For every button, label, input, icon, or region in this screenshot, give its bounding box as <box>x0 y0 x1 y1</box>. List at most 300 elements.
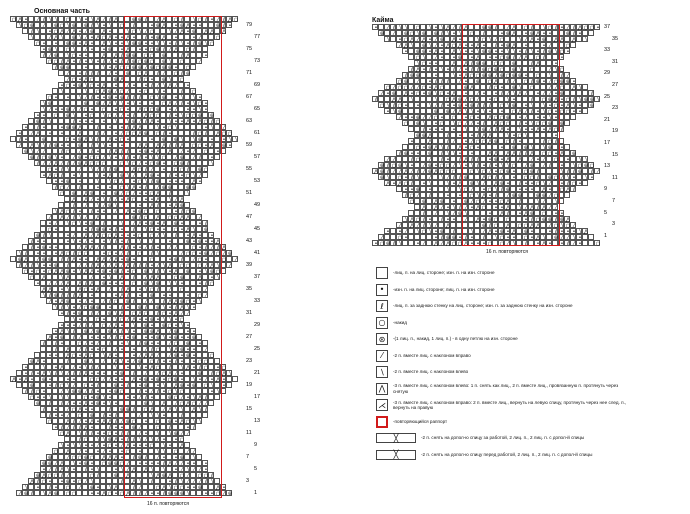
chart-cell: ⊛ <box>414 186 420 192</box>
chart-cell: ⊛ <box>492 138 498 144</box>
chart-cell: ○ <box>522 222 528 228</box>
chart-cell: ○ <box>148 256 154 262</box>
chart-cell: ∖ <box>208 160 214 166</box>
chart-cell: ∖ <box>528 102 534 108</box>
chart-cell: ○ <box>196 292 202 298</box>
chart-cell: ⋀ <box>498 210 504 216</box>
chart-cell: • <box>184 394 190 400</box>
chart-cell <box>214 154 220 160</box>
chart-cell: ⋀ <box>190 232 196 238</box>
chart-cell: ℓ <box>58 58 64 64</box>
chart-cell: ○ <box>64 82 70 88</box>
chart-cell: ℓ <box>534 168 540 174</box>
chart-cell: ∖ <box>438 24 444 30</box>
chart-cell: ○ <box>148 358 154 364</box>
chart-cell: • <box>124 232 130 238</box>
chart-cell: ○ <box>148 442 154 448</box>
chart-cell: ℓ <box>486 222 492 228</box>
chart-cell: • <box>570 78 576 84</box>
chart-cell: ○ <box>130 28 136 34</box>
chart-cell: • <box>76 76 82 82</box>
chart-cell: ⊛ <box>70 190 76 196</box>
chart-cell: ℓ <box>130 406 136 412</box>
chart-cell: ℓ <box>178 70 184 76</box>
chart-cell: ∖ <box>64 328 70 334</box>
chart-cell: ∖ <box>160 304 166 310</box>
chart-cell: ⊛ <box>420 30 426 36</box>
chart-cell: ⋀ <box>118 292 124 298</box>
chart-cell: • <box>190 460 196 466</box>
chart-cell: • <box>492 48 498 54</box>
chart-cell: • <box>76 52 82 58</box>
chart-cell: ⋀ <box>564 186 570 192</box>
chart-cell: • <box>124 268 130 274</box>
chart-cell: ℓ <box>420 126 426 132</box>
chart-cell: • <box>178 334 184 340</box>
chart-cell: ℓ <box>546 162 552 168</box>
chart-cell: ○ <box>76 340 82 346</box>
chart-cell: • <box>202 52 208 58</box>
chart-cell: • <box>46 376 52 382</box>
chart-cell: ⊛ <box>378 162 384 168</box>
chart-cell: ⁄ <box>100 448 106 454</box>
chart-cell: • <box>498 156 504 162</box>
chart-cell: ∖ <box>426 228 432 234</box>
chart-cell: • <box>52 406 58 412</box>
chart-cell: ⁄ <box>100 298 106 304</box>
chart-cell: ⁄ <box>462 96 468 102</box>
chart-cell <box>202 172 208 178</box>
chart-cell: ℓ <box>498 186 504 192</box>
chart-cell: • <box>408 114 414 120</box>
chart-cell: ⊛ <box>546 96 552 102</box>
chart-cell: ∖ <box>414 174 420 180</box>
chart-cell: ○ <box>76 412 82 418</box>
chart-cell: ○ <box>558 108 564 114</box>
chart-cell: • <box>142 154 148 160</box>
legend-item-yarnover: ○ -накид <box>376 316 676 330</box>
chart-cell: • <box>558 180 564 186</box>
chart-cell: ⁄ <box>46 214 52 220</box>
chart-cell: ○ <box>468 144 474 150</box>
chart-cell: ⋀ <box>34 130 40 136</box>
chart-cell: ⋀ <box>82 190 88 196</box>
chart-cell: ℓ <box>34 478 40 484</box>
chart-cell: ○ <box>172 484 178 490</box>
chart-cell: ∖ <box>148 436 154 442</box>
chart-cell: ○ <box>552 126 558 132</box>
chart-cell: ℓ <box>118 478 124 484</box>
chart-cell: • <box>106 142 112 148</box>
chart-cell: • <box>40 268 46 274</box>
chart-cell: ⊛ <box>510 60 516 66</box>
chart-cell: • <box>112 40 118 46</box>
chart-cell: ⊛ <box>82 358 88 364</box>
chart-cell: • <box>546 186 552 192</box>
chart-cell: ⋀ <box>214 376 220 382</box>
chart-cell: ⁄ <box>94 364 100 370</box>
chart-cell: ○ <box>106 490 112 496</box>
chart-cell: ⁄ <box>384 156 390 162</box>
chart-cell: ○ <box>480 138 486 144</box>
chart-cell: • <box>34 394 40 400</box>
chart-cell: ⁄ <box>444 174 450 180</box>
chart-cell: • <box>492 90 498 96</box>
chart-cell: ∖ <box>46 370 52 376</box>
chart-cell: ⁄ <box>178 460 184 466</box>
chart-cell: ⊛ <box>456 96 462 102</box>
chart-cell: ⋀ <box>456 180 462 186</box>
chart-cell: ○ <box>408 30 414 36</box>
chart-cell: ○ <box>136 58 142 64</box>
chart-cell: ○ <box>172 394 178 400</box>
chart-cell: • <box>106 268 112 274</box>
chart-cell: ○ <box>414 156 420 162</box>
chart-cell: ℓ <box>76 424 82 430</box>
chart-cell: ⊛ <box>88 412 94 418</box>
chart-cell: ⋀ <box>124 208 130 214</box>
chart-cell: ○ <box>130 196 136 202</box>
chart-cell: ∖ <box>52 154 58 160</box>
chart-cell: ∖ <box>196 106 202 112</box>
chart-cell: • <box>76 178 82 184</box>
chart-cell: ⊛ <box>130 118 136 124</box>
chart-cell: ⊛ <box>154 160 160 166</box>
chart-cell: ⋀ <box>534 222 540 228</box>
chart-cell: • <box>444 156 450 162</box>
chart-cell: • <box>220 382 226 388</box>
chart-cell: ∖ <box>100 64 106 70</box>
chart-cell: ∖ <box>516 36 522 42</box>
chart-cell: ○ <box>480 36 486 42</box>
chart-cell: • <box>172 22 178 28</box>
chart-cell: ⊛ <box>154 178 160 184</box>
chart-cell: ○ <box>486 78 492 84</box>
chart-cell <box>220 388 226 394</box>
chart-cell: ⁄ <box>468 198 474 204</box>
chart-cell: ℓ <box>438 234 444 240</box>
chart-cell: ○ <box>444 168 450 174</box>
chart-cell: • <box>208 136 214 142</box>
main-knitting-chart <box>10 16 242 498</box>
chart-cell: ⋀ <box>552 96 558 102</box>
chart-cell: • <box>474 108 480 114</box>
chart-cell: ℓ <box>220 16 226 22</box>
chart-cell: • <box>52 364 58 370</box>
chart-cell: ⁄ <box>112 196 118 202</box>
chart-cell: ∖ <box>172 406 178 412</box>
chart-cell: ⁄ <box>70 382 76 388</box>
chart-cell: • <box>516 210 522 216</box>
chart-cell: ⋀ <box>94 34 100 40</box>
chart-cell: • <box>154 244 160 250</box>
chart-cell: • <box>480 216 486 222</box>
chart-cell: ℓ <box>202 478 208 484</box>
chart-cell: • <box>52 484 58 490</box>
chart-cell: ○ <box>190 244 196 250</box>
chart-cell: ⋀ <box>172 346 178 352</box>
chart-cell: ○ <box>178 316 184 322</box>
chart-cell: • <box>432 234 438 240</box>
chart-cell: • <box>82 64 88 70</box>
chart-cell: ○ <box>540 96 546 102</box>
chart-cell: ∖ <box>76 34 82 40</box>
chart-cell: ○ <box>160 370 166 376</box>
chart-cell: • <box>576 234 582 240</box>
chart-cell: ∖ <box>504 48 510 54</box>
chart-cell: ℓ <box>552 228 558 234</box>
chart-cell: ℓ <box>408 174 414 180</box>
chart-cell: ∖ <box>462 126 468 132</box>
chart-cell: ⋀ <box>130 376 136 382</box>
chart-cell: ⊛ <box>136 454 142 460</box>
chart-cell: • <box>196 220 202 226</box>
chart-cell: ⁄ <box>136 484 142 490</box>
chart-cell: • <box>130 346 136 352</box>
row-number: 57 <box>254 154 260 160</box>
chart-cell: ⊛ <box>528 210 534 216</box>
chart-cell: ○ <box>148 112 154 118</box>
chart-cell: • <box>82 442 88 448</box>
chart-cell: ⁄ <box>172 154 178 160</box>
chart-cell: • <box>142 364 148 370</box>
chart-cell: ○ <box>82 286 88 292</box>
row-number: 35 <box>612 36 618 42</box>
chart-cell: ○ <box>498 36 504 42</box>
chart-cell: • <box>76 298 82 304</box>
chart-cell: ℓ <box>76 184 82 190</box>
chart-cell: ∖ <box>576 96 582 102</box>
chart-cell: • <box>468 54 474 60</box>
chart-cell: • <box>510 96 516 102</box>
chart-cell: ○ <box>456 120 462 126</box>
chart-cell: • <box>148 490 154 496</box>
chart-cell: ○ <box>136 250 142 256</box>
chart-cell: ⊛ <box>444 234 450 240</box>
chart-cell: • <box>522 30 528 36</box>
chart-cell: ⊛ <box>136 16 142 22</box>
chart-cell: ∖ <box>94 436 100 442</box>
chart-cell: ○ <box>46 94 52 100</box>
chart-cell: ∖ <box>498 162 504 168</box>
chart-cell: • <box>154 382 160 388</box>
chart-cell: • <box>432 120 438 126</box>
chart-cell: ⋀ <box>100 490 106 496</box>
chart-cell: ⁄ <box>46 34 52 40</box>
chart-cell: ⁄ <box>40 148 46 154</box>
chart-cell: ⊛ <box>142 400 148 406</box>
chart-cell: ℓ <box>160 298 166 304</box>
chart-cell: ⁄ <box>88 274 94 280</box>
chart-cell: • <box>486 198 492 204</box>
chart-cell: • <box>82 118 88 124</box>
chart-cell: ⋀ <box>184 214 190 220</box>
chart-cell: ⊛ <box>474 60 480 66</box>
chart-cell: ○ <box>438 90 444 96</box>
chart-cell: ⊛ <box>172 328 178 334</box>
chart-cell: ⋀ <box>160 22 166 28</box>
chart-cell: • <box>154 118 160 124</box>
chart-cell: • <box>106 124 112 130</box>
chart-cell: ⊛ <box>196 112 202 118</box>
chart-cell: • <box>492 204 498 210</box>
chart-cell: ⁄ <box>142 244 148 250</box>
chart-cell: ⊛ <box>40 136 46 142</box>
chart-cell: ⋀ <box>172 298 178 304</box>
chart-cell: ⋀ <box>372 168 378 174</box>
chart-cell: ○ <box>184 418 190 424</box>
chart-cell: ∖ <box>196 298 202 304</box>
chart-cell: ⋀ <box>106 418 112 424</box>
chart-cell: ○ <box>46 58 52 64</box>
chart-cell: ⁄ <box>64 70 70 76</box>
chart-cell: • <box>172 322 178 328</box>
chart-cell: ⁄ <box>154 262 160 268</box>
chart-cell: ∖ <box>492 234 498 240</box>
chart-cell: • <box>492 162 498 168</box>
chart-cell: ℓ <box>142 262 148 268</box>
chart-cell: ○ <box>166 124 172 130</box>
chart-cell: • <box>94 94 100 100</box>
chart-cell: • <box>160 124 166 130</box>
chart-cell: ℓ <box>88 430 94 436</box>
chart-cell: • <box>88 382 94 388</box>
row-number: 17 <box>254 394 260 400</box>
chart-cell: ⊛ <box>196 238 202 244</box>
chart-cell: ∖ <box>148 400 154 406</box>
chart-cell: ⋀ <box>190 178 196 184</box>
chart-cell: ○ <box>528 66 534 72</box>
chart-cell: • <box>112 70 118 76</box>
chart-cell: ℓ <box>70 370 76 376</box>
chart-cell: ⊛ <box>166 64 172 70</box>
chart-cell: ∖ <box>136 478 142 484</box>
chart-cell: ⋀ <box>498 126 504 132</box>
chart-cell: ℓ <box>28 370 34 376</box>
chart-cell: ⊛ <box>178 454 184 460</box>
chart-cell: • <box>136 286 142 292</box>
chart-cell: • <box>486 210 492 216</box>
chart-cell: ℓ <box>510 138 516 144</box>
chart-cell: ∖ <box>564 174 570 180</box>
chart-cell: • <box>486 108 492 114</box>
chart-cell: ∖ <box>384 102 390 108</box>
chart-cell: ⊛ <box>172 430 178 436</box>
chart-cell: ○ <box>438 84 444 90</box>
chart-cell: ℓ <box>70 418 76 424</box>
chart-cell: ∖ <box>486 36 492 42</box>
chart-cell: ⋀ <box>52 268 58 274</box>
chart-cell: • <box>196 22 202 28</box>
chart-cell: ⊛ <box>70 34 76 40</box>
chart-cell: ∖ <box>160 466 166 472</box>
dot-square-icon: • <box>376 284 388 296</box>
chart-cell: ℓ <box>172 478 178 484</box>
chart-cell: ⋀ <box>64 274 70 280</box>
chart-cell: • <box>100 22 106 28</box>
chart-cell: ⊛ <box>64 478 70 484</box>
chart-cell: • <box>142 442 148 448</box>
chart-cell: ⊛ <box>420 48 426 54</box>
row-number: 19 <box>246 382 252 388</box>
chart-cell: ∖ <box>52 46 58 52</box>
chart-cell: ○ <box>552 78 558 84</box>
chart-cell: ℓ <box>28 490 34 496</box>
chart-cell: ○ <box>214 250 220 256</box>
chart-cell: ∖ <box>510 240 516 246</box>
row-number: 63 <box>246 118 252 124</box>
chart-cell: ⋀ <box>492 78 498 84</box>
chart-cell: ⊛ <box>166 394 172 400</box>
chart-cell: ⁄ <box>130 172 136 178</box>
chart-cell: ∖ <box>432 96 438 102</box>
chart-cell: ⋀ <box>58 364 64 370</box>
chart-cell: ○ <box>438 168 444 174</box>
chart-cell: • <box>184 232 190 238</box>
chart-cell: ℓ <box>124 58 130 64</box>
chart-cell: ⊛ <box>378 174 384 180</box>
chart-cell: ⋀ <box>82 400 88 406</box>
chart-cell: ℓ <box>124 436 130 442</box>
chart-cell: ∖ <box>426 180 432 186</box>
chart-cell: ℓ <box>564 180 570 186</box>
chart-cell: • <box>160 160 166 166</box>
chart-cell: ⋀ <box>118 310 124 316</box>
chart-cell: ∖ <box>58 442 64 448</box>
chart-cell: • <box>160 88 166 94</box>
chart-cell: • <box>148 100 154 106</box>
chart-cell: ⊛ <box>480 126 486 132</box>
chart-cell: ○ <box>214 268 220 274</box>
chart-cell: ℓ <box>450 174 456 180</box>
chart-cell: • <box>112 58 118 64</box>
chart-cell: ∖ <box>196 418 202 424</box>
chart-cell: ℓ <box>552 216 558 222</box>
chart-cell: ℓ <box>124 154 130 160</box>
chart-cell: • <box>456 36 462 42</box>
chart-cell: ○ <box>576 162 582 168</box>
chart-cell: ⋀ <box>130 466 136 472</box>
chart-cell: • <box>450 54 456 60</box>
chart-cell: • <box>34 238 40 244</box>
chart-cell: • <box>408 138 414 144</box>
chart-cell: ℓ <box>558 72 564 78</box>
chart-cell: ○ <box>136 166 142 172</box>
chart-cell: ∖ <box>468 162 474 168</box>
chart-cell: • <box>438 54 444 60</box>
chart-cell: ⋀ <box>130 316 136 322</box>
chart-cell: • <box>70 268 76 274</box>
chart-cell: ℓ <box>504 210 510 216</box>
chart-cell: ⁄ <box>462 120 468 126</box>
chart-cell: ⋀ <box>124 46 130 52</box>
chart-cell: ⋀ <box>82 76 88 82</box>
chart-cell: ○ <box>196 16 202 22</box>
chart-cell: ⊛ <box>46 256 52 262</box>
chart-cell: ○ <box>196 100 202 106</box>
chart-cell: ⁄ <box>558 234 564 240</box>
chart-cell: ∖ <box>16 22 22 28</box>
chart-cell: ⊛ <box>52 52 58 58</box>
chart-cell: ○ <box>178 388 184 394</box>
chart-cell: ○ <box>88 76 94 82</box>
chart-cell: • <box>414 150 420 156</box>
chart-cell: ℓ <box>504 78 510 84</box>
chart-cell: ○ <box>178 76 184 82</box>
chart-cell: ⋀ <box>220 28 226 34</box>
chart-cell: • <box>426 36 432 42</box>
chart-cell: • <box>112 370 118 376</box>
